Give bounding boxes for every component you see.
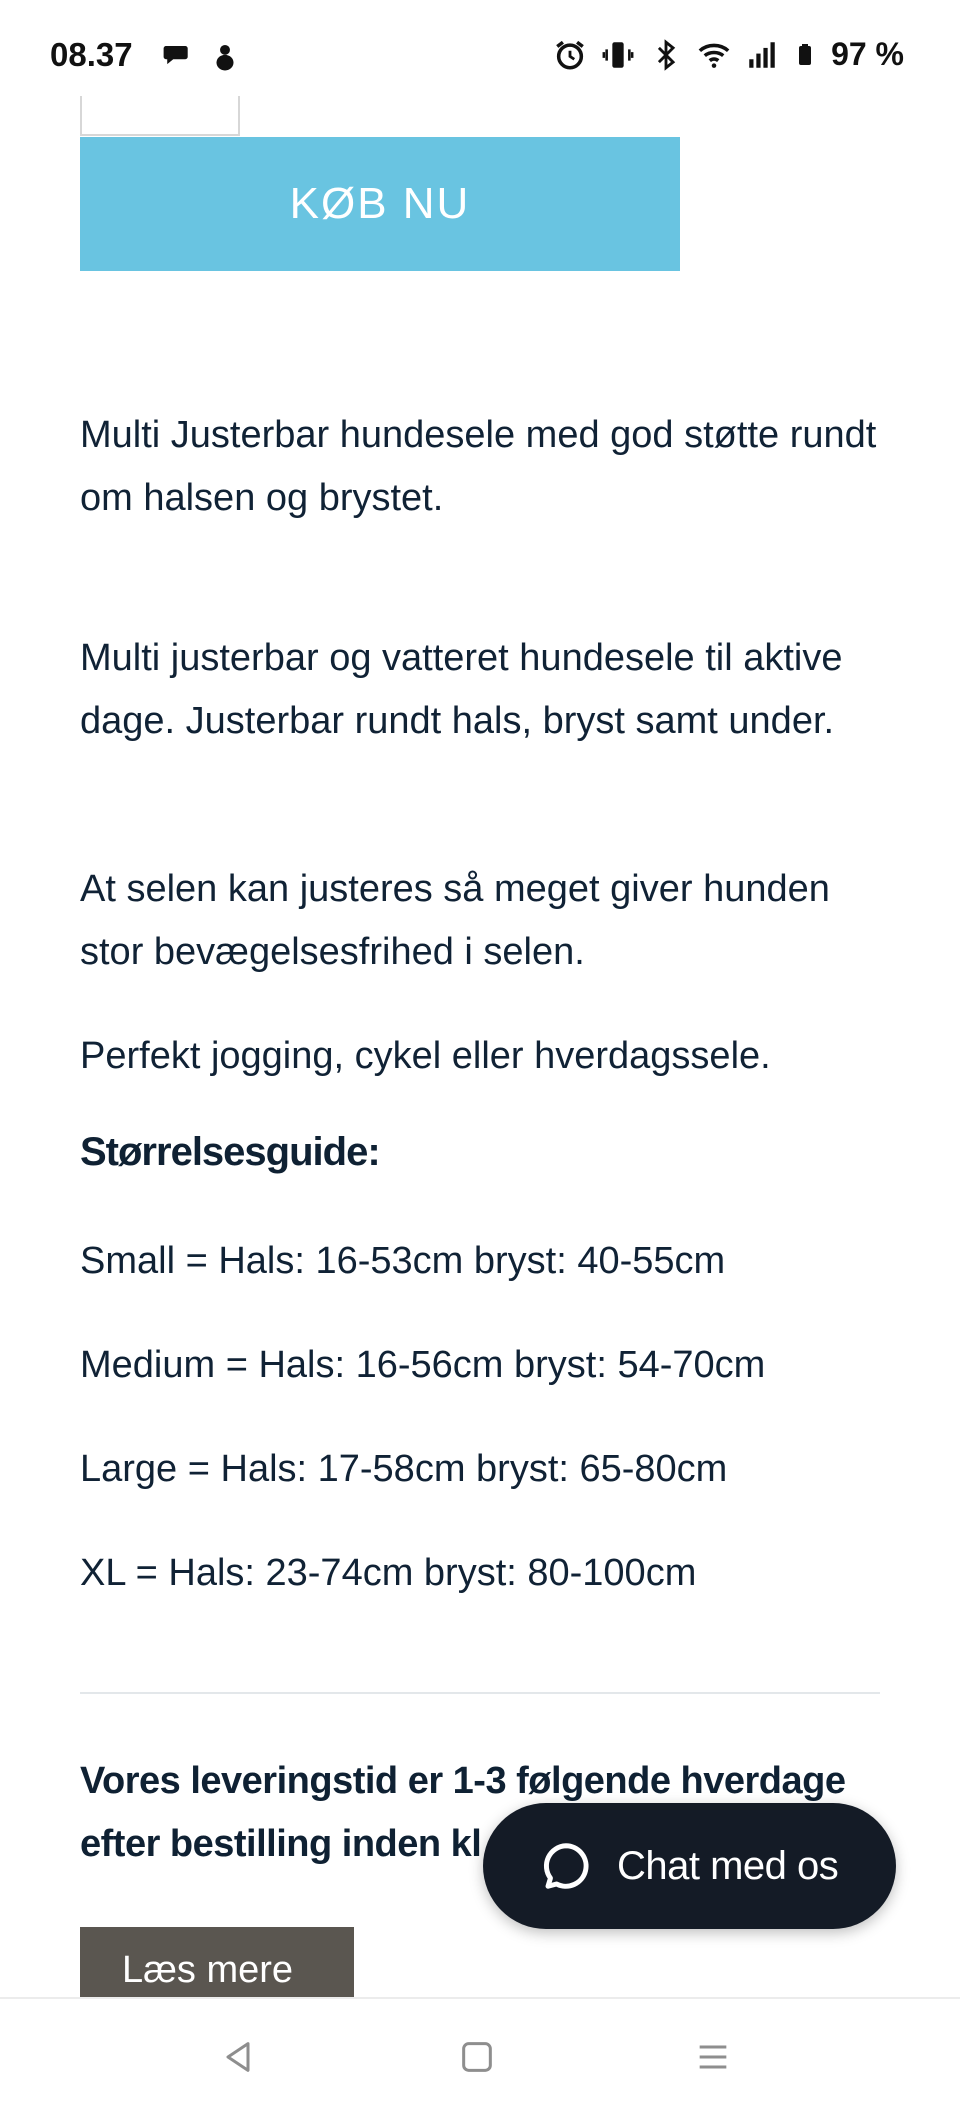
battery-percentage: 97 % — [831, 36, 904, 72]
product-description-paragraph: Multi justerbar og vatteret hundesele til aktive dage. Justerbar rundt hals, bryst samt under. — [80, 637, 843, 742]
chat-bubble-icon — [539, 1839, 593, 1893]
size-row-small: Small = Hals: 16-53cm bryst: 40-55cm — [80, 1240, 726, 1282]
notification-icons — [160, 40, 242, 74]
alarm-icon — [553, 38, 587, 72]
bluetooth-icon — [649, 38, 683, 72]
navigation-bar — [0, 1997, 960, 2112]
status-time: 08.37 — [50, 36, 133, 73]
chat-button[interactable] — [483, 1803, 896, 1929]
delivery-info: Vores leveringstid er 1-3 følgende hverdage efter bestilling inden kl — [80, 1760, 846, 1865]
home-icon — [457, 2037, 497, 2077]
size-row-medium: Medium = Hals: 16-56cm bryst: 54-70cm — [80, 1344, 766, 1386]
wifi-icon — [697, 38, 731, 72]
home-button[interactable] — [447, 2027, 507, 2087]
product-description-paragraph: At selen kan justeres så meget giver hunden stor bevægelsesfrihed i selen. — [80, 868, 830, 973]
bug-notification-icon — [208, 40, 242, 74]
read-more-button[interactable]: Læs mere — [80, 1927, 354, 1997]
signal-icon — [745, 38, 779, 72]
size-guide-title: Størrelsesguide: — [80, 1130, 380, 1174]
buy-now-button[interactable]: KØB NU — [80, 137, 680, 271]
recents-button[interactable] — [683, 2027, 743, 2087]
product-description-paragraph: Perfekt jogging, cykel eller hverdagssele. — [80, 1035, 771, 1077]
system-icons — [553, 36, 904, 73]
section-divider — [80, 1692, 880, 1694]
size-row-xl: XL = Hals: 23-74cm bryst: 80-100cm — [80, 1552, 697, 1594]
battery-icon — [793, 38, 817, 72]
vibrate-icon — [601, 38, 635, 72]
chat-notification-icon — [160, 40, 194, 74]
back-icon — [218, 2037, 258, 2077]
back-button[interactable] — [208, 2027, 268, 2087]
chat-button-label: Chat med os — [617, 1843, 839, 1888]
recents-icon — [693, 2037, 733, 2077]
status-bar — [0, 0, 960, 110]
quantity-input[interactable] — [80, 96, 240, 136]
size-row-large: Large = Hals: 17-58cm bryst: 65-80cm — [80, 1448, 728, 1490]
product-description-lead: Multi Justerbar hundesele med god støtte rundt om halsen og brystet. — [80, 414, 877, 519]
